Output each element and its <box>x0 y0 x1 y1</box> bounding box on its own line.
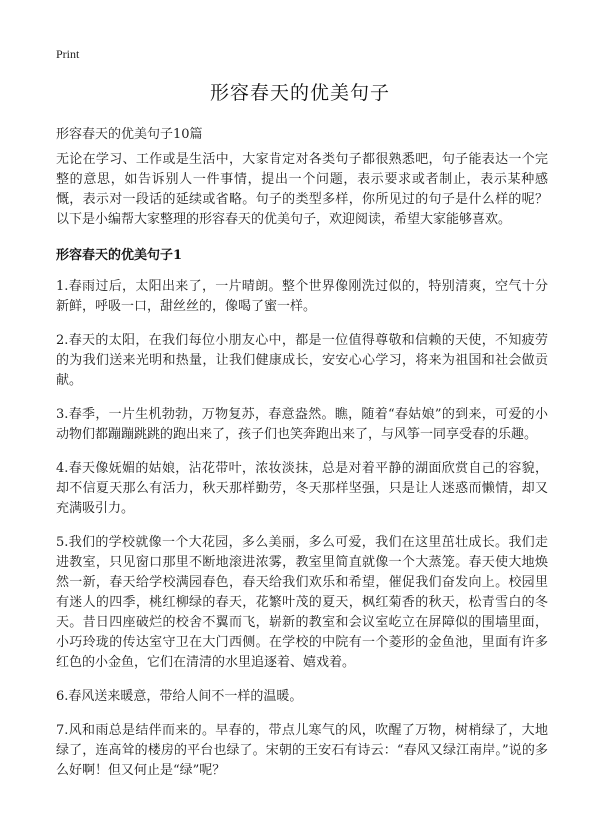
document-subtitle: 形容春天的优美句子10篇 <box>56 127 203 142</box>
section-heading: 形容春天的优美句子1 <box>56 248 183 263</box>
print-link[interactable]: Print <box>56 47 80 61</box>
sentence-item-5: 5.我们的学校就像一个大花园，多么美丽，多么可爱，我们在这里茁壮成长。我们走进教室，只见窗口那里不断地滚进浓雾，教室里简直就像一个大蒸笼。春天使大地焕然一新，春天给学校满园春色，春天给我们欢乐和希望，催促我们奋发向上。校园里有迷人的四季，桃红柳绿的春天，花繁叶茂的夏天，枫红菊香的秋天，松青雪白的冬天。昔日四座破烂的校舍不翼而飞，崭新的教室和会议室屹立在屏障似的围墙里面，小巧玲珑的传达室守卫在大门西侧。在学校的中院有一个菱形的金鱼池，里面有许多红色的小金鱼，它们在清清的水里追逐着、嬉戏着。 <box>56 535 548 670</box>
sentence-item-7: 7.风和雨总是结伴而来的。早春的，带点儿寒气的风，吹醒了万物，树梢绿了，大地绿了，连高耸的楼房的平台也绿了。宋朝的王安石有诗云：“春风又绿江南岸。”说的多么好啊！但又何止是“绿”呢？ <box>56 723 548 778</box>
document-body <box>56 150 548 795</box>
sentence-item-1: 1.春雨过后，太阳出来了，一片晴朗。整个世界像刚洗过似的，特别清爽，空气十分新鲜，呼吸一口，甜丝丝的，像喝了蜜一样。 <box>56 279 548 314</box>
sentence-item-6: 6.春风送来暖意，带给人间不一样的温暖。 <box>56 689 303 704</box>
sentence-item-4: 4.春天像妩媚的姑娘，沾花带叶，浓妆淡抹，总是对着平静的湖面欣赏自己的容貌，却不信夏天那么有活力，秋天那样勤劳，冬天那样坚强，只是让人迷惑而懒情，却又充满吸引力。 <box>56 461 548 516</box>
sentence-item-3: 3.春季，一片生机勃勃，万物复苏，春意盎然。瞧，随着“春姑娘”的到来，可爱的小动物们都蹦蹦跳跳的跑出来了，孩子们也笑奔跑出来了，与风筝一同享受春的乐趣。 <box>56 407 548 442</box>
sentence-item-2: 2.春天的太阳，在我们每位小朋友心中，都是一位值得尊敬和信赖的天使，不知疲劳的为我们送来光明和热量，让我们健康成长，安安心心学习，将来为祖国和社会做贡献。 <box>56 333 548 388</box>
page-title: 形容春天的优美句子 <box>209 82 390 104</box>
intro-paragraph: 无论在学习、工作或是生活中，大家肯定对各类句子都很熟悉吧，句子能表达一个完整的意思，如告诉别人一件事情，提出一个问题，表示要求或者制止，表示某种感慨，表示对一段话的延续或省略。句子的类型多样，你所见过的句子是什么样的呢？以下是小编帮大家整理的形容春天的优美句子，欢迎阅读，希望大家能够喜欢。 <box>56 152 548 227</box>
